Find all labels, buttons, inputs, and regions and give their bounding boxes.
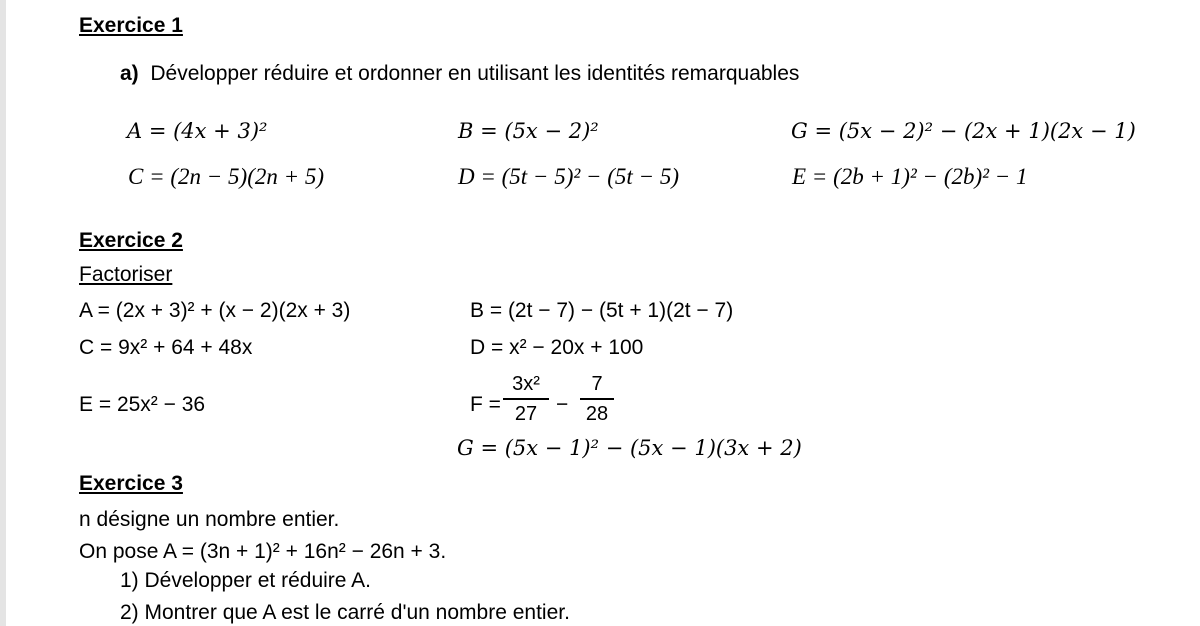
expr-ex2-E: E = 25x² − 36 <box>79 393 206 416</box>
expr-ex1-B: B = (5x − 2)² <box>458 119 599 143</box>
part-a-label: a) <box>120 62 139 85</box>
expr-ex2-A: A = (2x + 3)² + (x − 2)(2x + 3) <box>79 299 351 322</box>
exercise-3-line-2: On pose A = (3n + 1)² + 16n² − 26n + 3. <box>79 540 447 563</box>
exercise-3-line-1: n désigne un nombre entier. <box>79 508 340 531</box>
fraction-2-denominator: 28 <box>585 403 609 425</box>
exercise-3-item-2: 2) Montrer que A est le carré d'un nombre entier. <box>120 601 570 624</box>
page-left-edge <box>0 0 6 626</box>
expr-ex1-C: C = (2n − 5)(2n + 5) <box>128 164 325 189</box>
exercise-2-subtitle: Factoriser <box>79 263 173 286</box>
expr-ex2-C: C = 9x² + 64 + 48x <box>79 336 253 359</box>
expr-ex1-E: E = (2b + 1)² − (2b)² − 1 <box>792 164 1028 189</box>
fraction-2-numerator: 7 <box>591 373 603 395</box>
expr-ex1-A: A = (4x + 3)² <box>127 119 268 143</box>
expr-ex1-D: D = (5t − 5)² − (5t − 5) <box>458 164 680 189</box>
exercise-1-part-a <box>120 62 799 86</box>
fraction-1-bar <box>503 398 549 400</box>
fraction-1-numerator: 3x² <box>512 373 540 395</box>
exercise-3-item-1: 1) Développer et réduire A. <box>120 569 371 592</box>
expr-ex2-B: B = (2t − 7) − (5t + 1)(2t − 7) <box>470 299 734 322</box>
expr-ex2-D: D = x² − 20x + 100 <box>470 336 644 359</box>
exercise-3-title: Exercice 3 <box>79 472 183 495</box>
fraction-2 <box>580 373 614 425</box>
expr-ex2-F-label: F = <box>470 393 501 416</box>
expr-ex2-G: G = (5x − 1)² − (5x − 1)(3x + 2) <box>457 436 802 460</box>
fraction-1-denominator: 27 <box>514 403 538 425</box>
exercise-1-title: Exercice 1 <box>79 14 183 37</box>
part-a-instruction: Développer réduire et ordonner en utilisant les identités remarquables <box>150 62 800 85</box>
exercise-2-title: Exercice 2 <box>79 229 183 252</box>
fraction-1 <box>503 373 549 425</box>
expr-ex2-F-minus: − <box>556 393 569 416</box>
expr-ex1-G: G = (5x − 2)² − (2x + 1)(2x − 1) <box>791 119 1136 143</box>
fraction-2-bar <box>580 398 614 400</box>
